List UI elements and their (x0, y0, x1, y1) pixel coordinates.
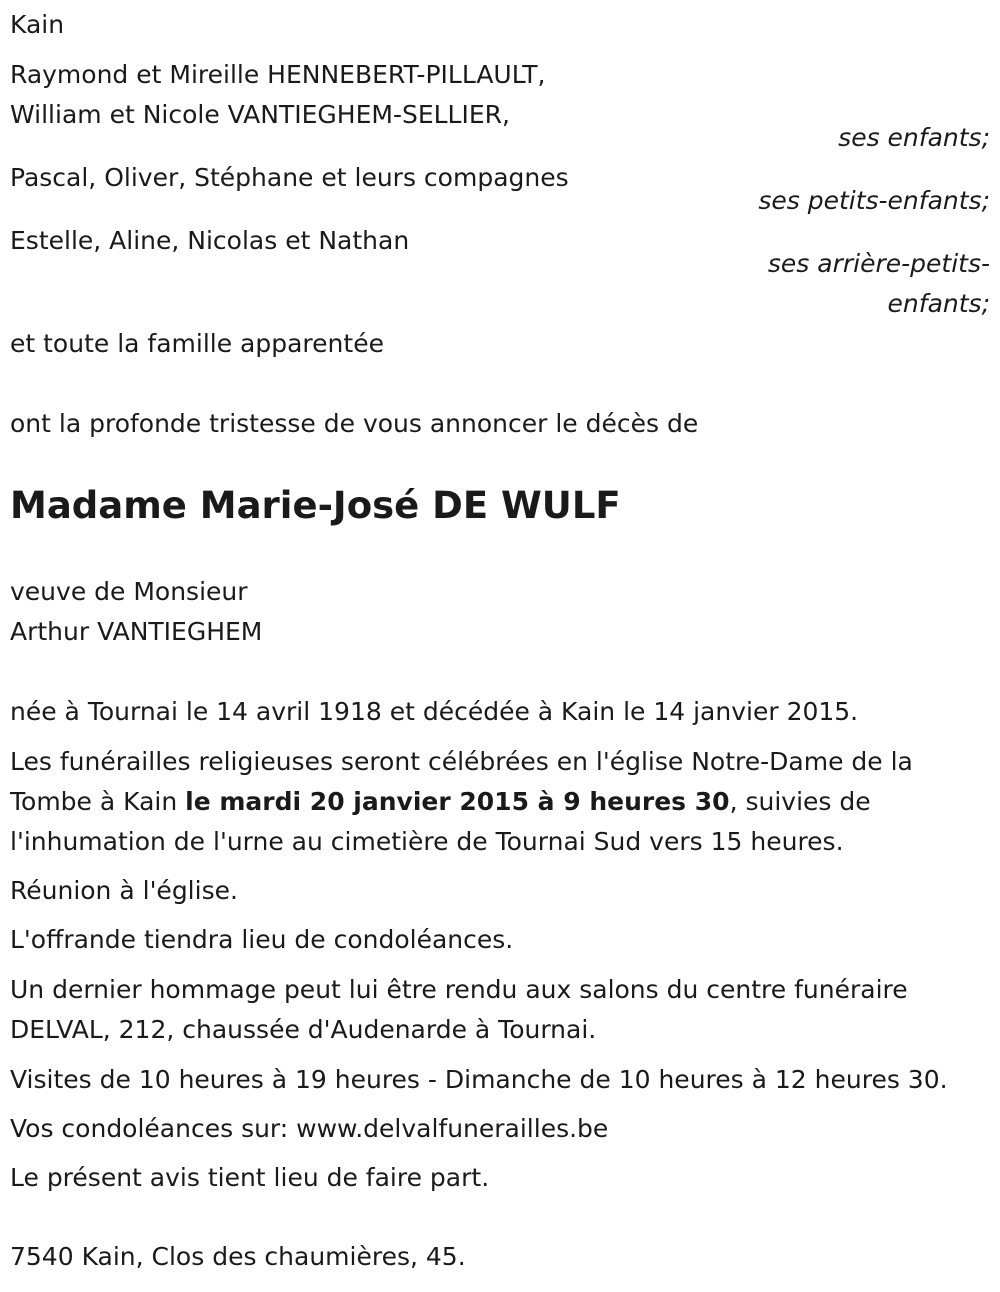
funeral-text-after: , suivies de l'inhumation de l'urne au cimetière de Tournai Sud vers 15 heures. (10, 787, 871, 856)
children-role: ses enfants; (838, 123, 990, 152)
extended-family: et toute la famille apparentée (10, 329, 384, 358)
children-line-2: William et Nicole VANTIEGHEM-SELLIER, (10, 100, 510, 129)
funeral-paragraph (10, 742, 990, 862)
great-grandchildren-role-line-2: enfants; (887, 289, 990, 318)
address: 7540 Kain, Clos des chaumières, 45. (10, 1242, 466, 1271)
grandchildren-role: ses petits-enfants; (758, 186, 990, 215)
great-grandchildren-role-line-1: ses arrière-petits- (767, 249, 990, 278)
notice: Le présent avis tient lieu de faire part. (10, 1163, 490, 1192)
deceased-name: Madame Marie-José DE WULF (10, 484, 621, 527)
offering: L'offrande tiendra lieu de condoléances. (10, 925, 514, 954)
grandchildren: Pascal, Oliver, Stéphane et leurs compagnes (10, 163, 569, 192)
reunion: Réunion à l'église. (10, 876, 238, 905)
location: Kain (10, 10, 65, 39)
condolences: Vos condoléances sur: www.delvalfunerailles.be (10, 1114, 609, 1143)
widow-line-2: Arthur VANTIEGHEM (10, 617, 263, 646)
funeral-text-before: Les funérailles religieuses seront célébrées en l'église Notre-Dame de la Tombe à Kain (10, 747, 913, 816)
homage: Un dernier hommage peut lui être rendu aux salons du centre funéraire DELVAL, 212, chaussée d'Audenarde à Tournai. (10, 975, 908, 1044)
announcement: ont la profonde tristesse de vous annoncer le décès de (10, 409, 699, 438)
great-grandchildren: Estelle, Aline, Nicolas et Nathan (10, 226, 410, 255)
birth-death: née à Tournai le 14 avril 1918 et décédée à Kain le 14 janvier 2015. (10, 697, 859, 726)
children-line-1: Raymond et Mireille HENNEBERT-PILLAULT, (10, 60, 546, 89)
widow-line-1: veuve de Monsieur (10, 577, 248, 606)
funeral-date: le mardi 20 janvier 2015 à 9 heures 30 (185, 787, 730, 816)
visits: Visites de 10 heures à 19 heures - Dimanche de 10 heures à 12 heures 30. (10, 1065, 948, 1094)
